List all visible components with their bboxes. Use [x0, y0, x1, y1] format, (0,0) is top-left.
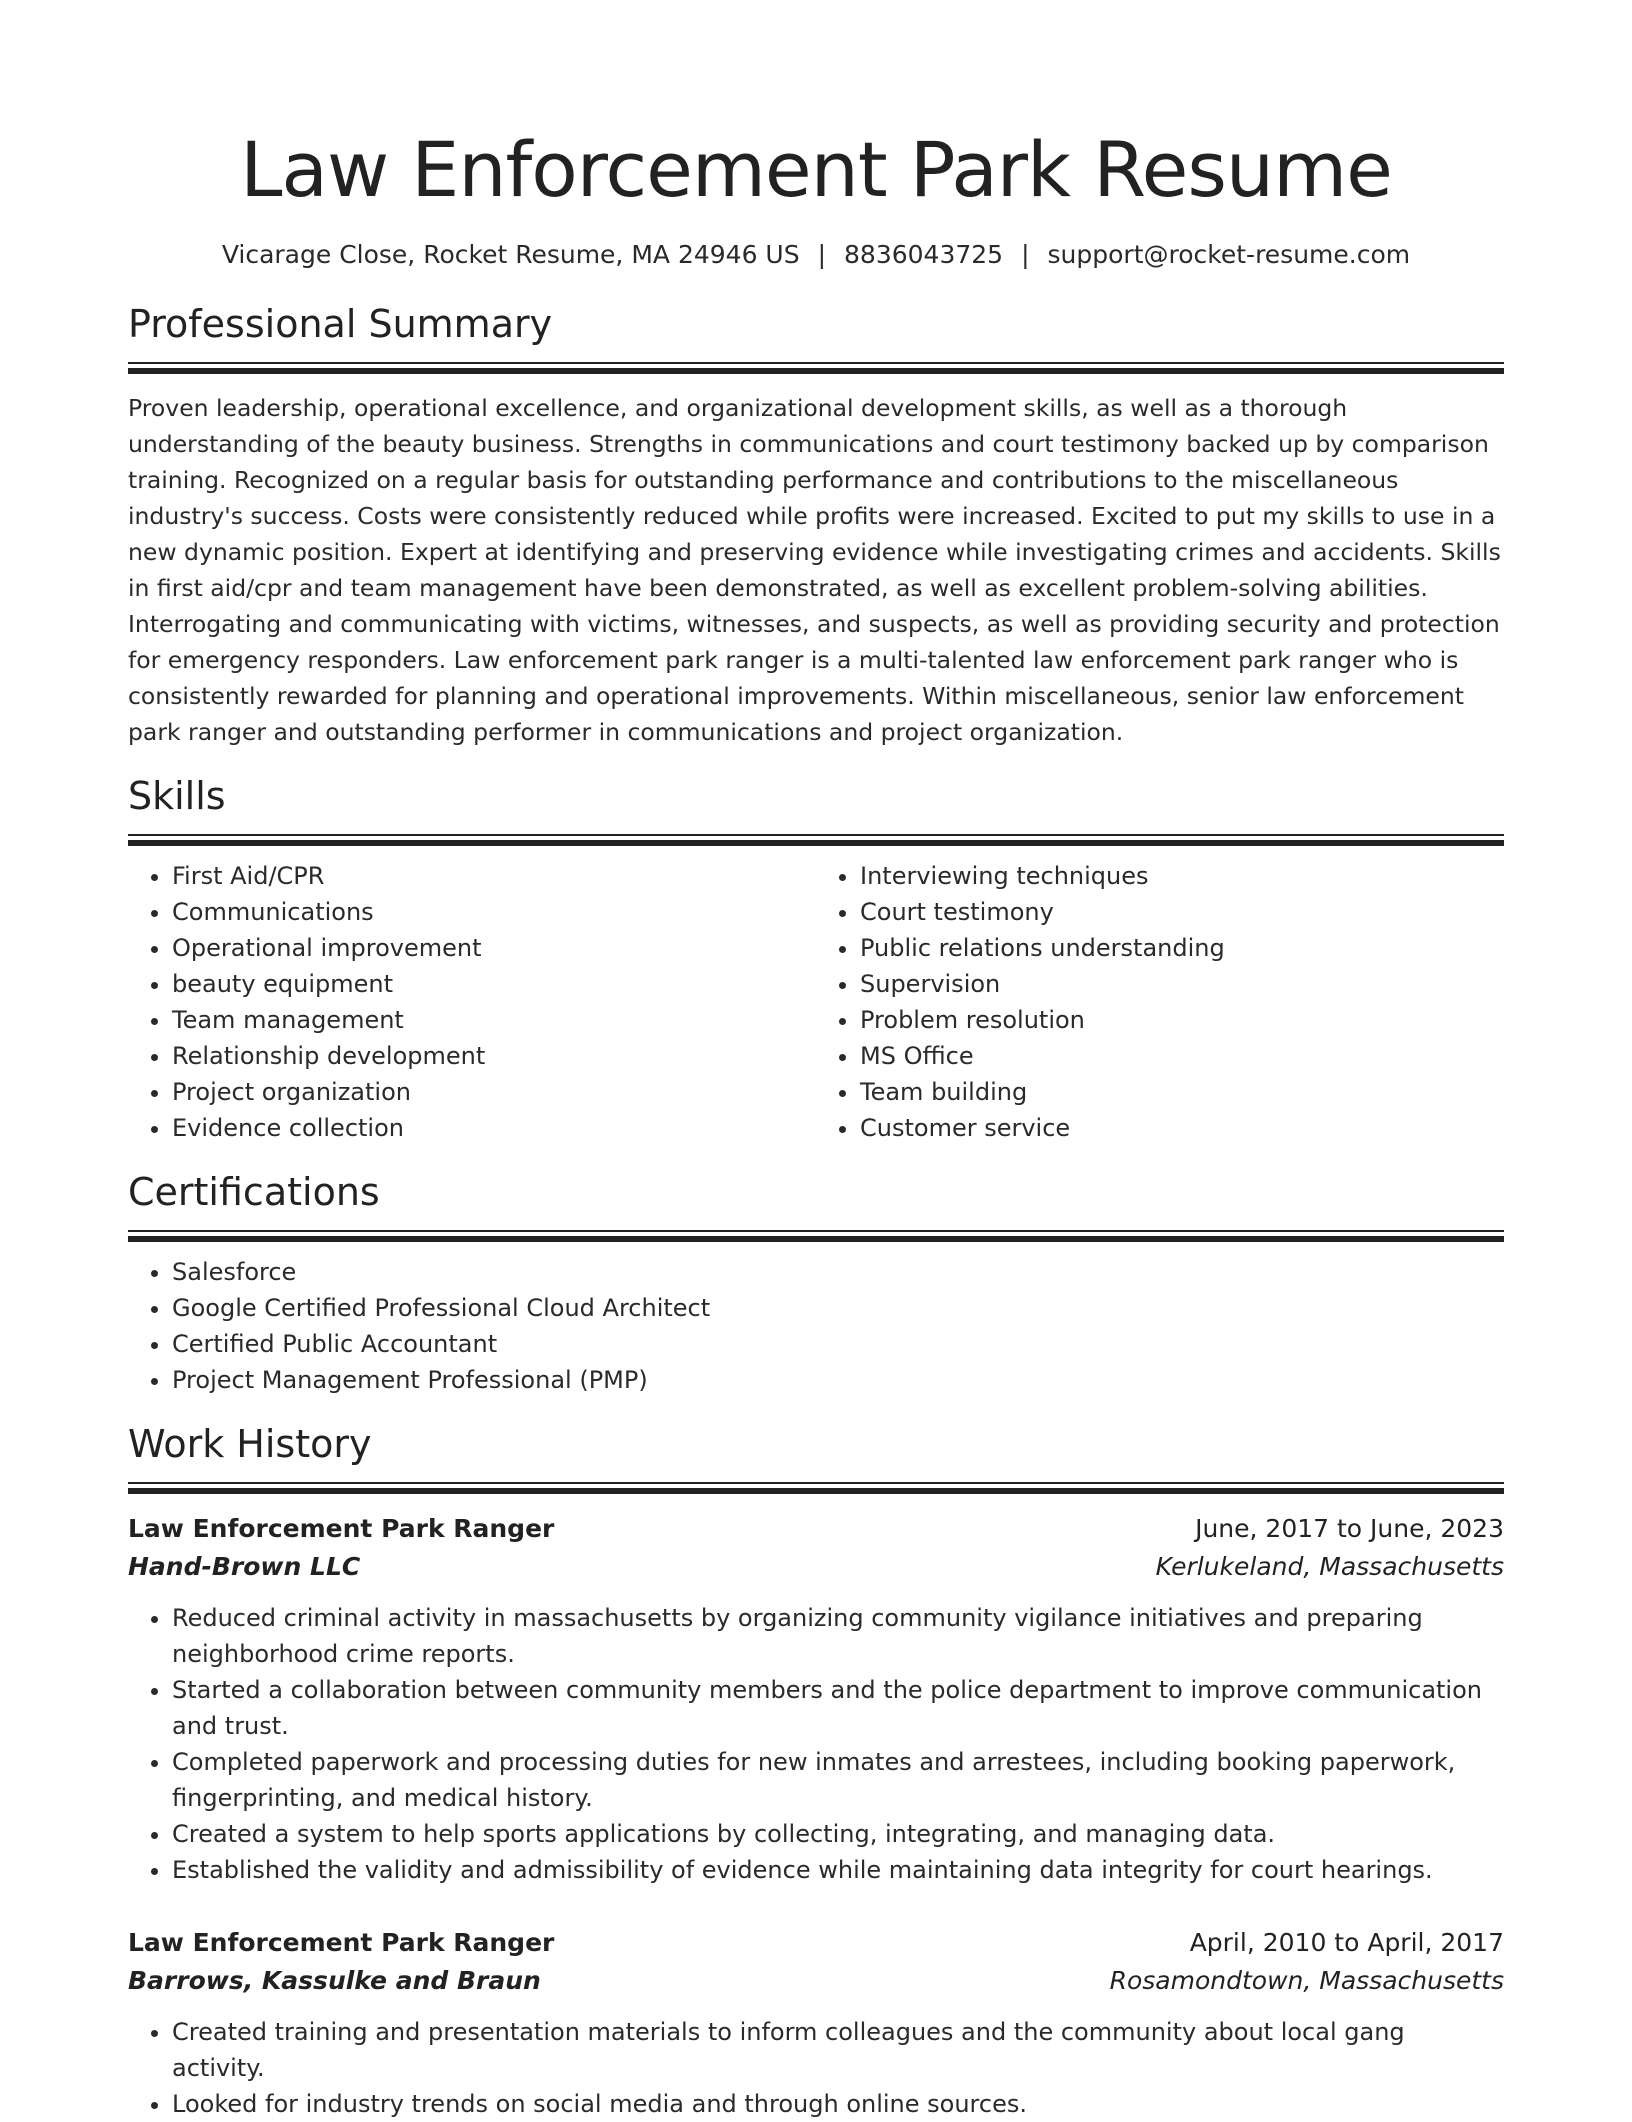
section-heading-summary: Professional Summary — [128, 302, 553, 346]
job-dates: June, 2017 to June, 2023 — [1195, 1514, 1504, 1543]
job-duty: • Created training and presentation materials to inform colleagues and the community about local gang activity. — [172, 2014, 1504, 2086]
skill-item: • Project organization — [172, 1074, 816, 1110]
contact-address: Vicarage Close, Rocket Resume, MA 24946 US — [221, 240, 800, 269]
skill-item: • Supervision — [860, 966, 1504, 1002]
skill-item: • Communications — [172, 894, 816, 930]
skill-item: • Team building — [860, 1074, 1504, 1110]
job-duty: • Looked for industry trends on social media and through online sources. — [172, 2086, 1504, 2122]
certifications-list — [128, 1254, 1504, 1398]
work-history-section — [128, 1420, 1504, 2122]
skill-item: • Evidence collection — [172, 1110, 816, 1146]
contact-separator: | — [817, 240, 827, 269]
job-header-row — [128, 1924, 1504, 1962]
skill-item: • Public relations understanding — [860, 930, 1504, 966]
section-heading-certifications: Certifications — [128, 1170, 380, 1214]
summary-section — [128, 300, 1504, 750]
skills-list-left — [128, 858, 816, 1146]
certification-item: • Salesforce — [172, 1254, 1504, 1290]
contact-separator: | — [1021, 240, 1030, 269]
certification-item: • Google Certified Professional Cloud Architect — [172, 1290, 1504, 1326]
job-location: Kerlukeland, Massachusetts — [1155, 1552, 1504, 1581]
skill-item: • Customer service — [860, 1110, 1504, 1146]
certifications-section — [128, 1168, 1504, 1398]
skill-item: • Relationship development — [172, 1038, 816, 1074]
section-heading-skills: Skills — [128, 774, 226, 818]
skills-list-right — [816, 858, 1504, 1146]
contact-phone: 8836043725 — [844, 240, 1004, 269]
certification-item: • Certified Public Accountant — [172, 1326, 1504, 1362]
certification-item: • Project Management Professional (PMP) — [172, 1362, 1504, 1398]
section-heading-work-history: Work History — [128, 1422, 372, 1466]
job-subheader-row — [128, 1962, 1504, 2000]
skill-item: • MS Office — [860, 1038, 1504, 1074]
skill-item: • Court testimony — [860, 894, 1504, 930]
skills-section — [128, 772, 1504, 1146]
job-entry — [128, 1924, 1504, 2122]
job-duties-list — [128, 1600, 1504, 1888]
section-divider — [128, 362, 1504, 374]
job-duty: • Created a system to help sports applications by collecting, integrating, and managing data. — [172, 1816, 1504, 1852]
job-duty: • Established the validity and admissibility of evidence while maintaining data integrity for court hearings. — [172, 1852, 1504, 1888]
job-company: Hand-Brown LLC — [128, 1552, 361, 1581]
skill-item: • First Aid/CPR — [172, 858, 816, 894]
contact-line — [128, 238, 1504, 272]
resume-title: Law Enforcement Park Resume — [240, 125, 1392, 214]
skill-item: • Operational improvement — [172, 930, 816, 966]
job-company: Barrows, Kassulke and Braun — [128, 1966, 541, 1995]
skill-item: • Team management — [172, 1002, 816, 1038]
job-duty: • Started a collaboration between community members and the police department to improve communication and trust. — [172, 1672, 1504, 1744]
section-divider — [128, 834, 1504, 846]
section-divider — [128, 1482, 1504, 1494]
job-subheader-row — [128, 1548, 1504, 1586]
skills-grid — [128, 846, 1504, 1146]
job-title: Law Enforcement Park Ranger — [128, 1928, 555, 1957]
summary-text: Proven leadership, operational excellence, and organizational development skills, as well as a thorough understanding of the beauty business. Strengths in communications and court testimony backed up by comparison training. Recognized on a regular basis for outstanding performance and contributions to the miscellaneous industry's success. Costs were consistently reduced while profits were increased. Excited to put my skills to use in a new dynamic position. Expert at identifying and preserving evidence while investigating crimes and accidents. Skills in first aid/cpr and team management have been demonstrated, as well as excellent problem-solving abilities. Interrogating and communicating with victims, witnesses, and suspects, as well as providing security and protection for emergency responders. Law enforcement park ranger is a multi-talented law enforcement park ranger who is consistently rewarded for planning and operational improvements. Within miscellaneous, senior law enforcement park ranger and outstanding performer in communications and project organization. — [128, 394, 1501, 746]
skill-item: • Problem resolution — [860, 1002, 1504, 1038]
skill-item: • beauty equipment — [172, 966, 816, 1002]
contact-email: support@rocket-resume.com — [1047, 240, 1411, 269]
job-duty: • Completed paperwork and processing duties for new inmates and arrestees, including booking paperwork, fingerprinting, and medical history. — [172, 1744, 1504, 1816]
section-divider — [128, 1230, 1504, 1242]
job-dates: April, 2010 to April, 2017 — [1189, 1928, 1504, 1957]
job-location: Rosamondtown, Massachusetts — [1109, 1966, 1504, 1995]
job-header-row — [128, 1510, 1504, 1548]
job-entry — [128, 1510, 1504, 1888]
skill-item: • Interviewing techniques — [860, 858, 1504, 894]
job-duty: • Reduced criminal activity in massachusetts by organizing community vigilance initiatives and preparing neighborhood crime reports. — [172, 1600, 1504, 1672]
job-title: Law Enforcement Park Ranger — [128, 1514, 555, 1543]
job-duties-list — [128, 2014, 1504, 2122]
